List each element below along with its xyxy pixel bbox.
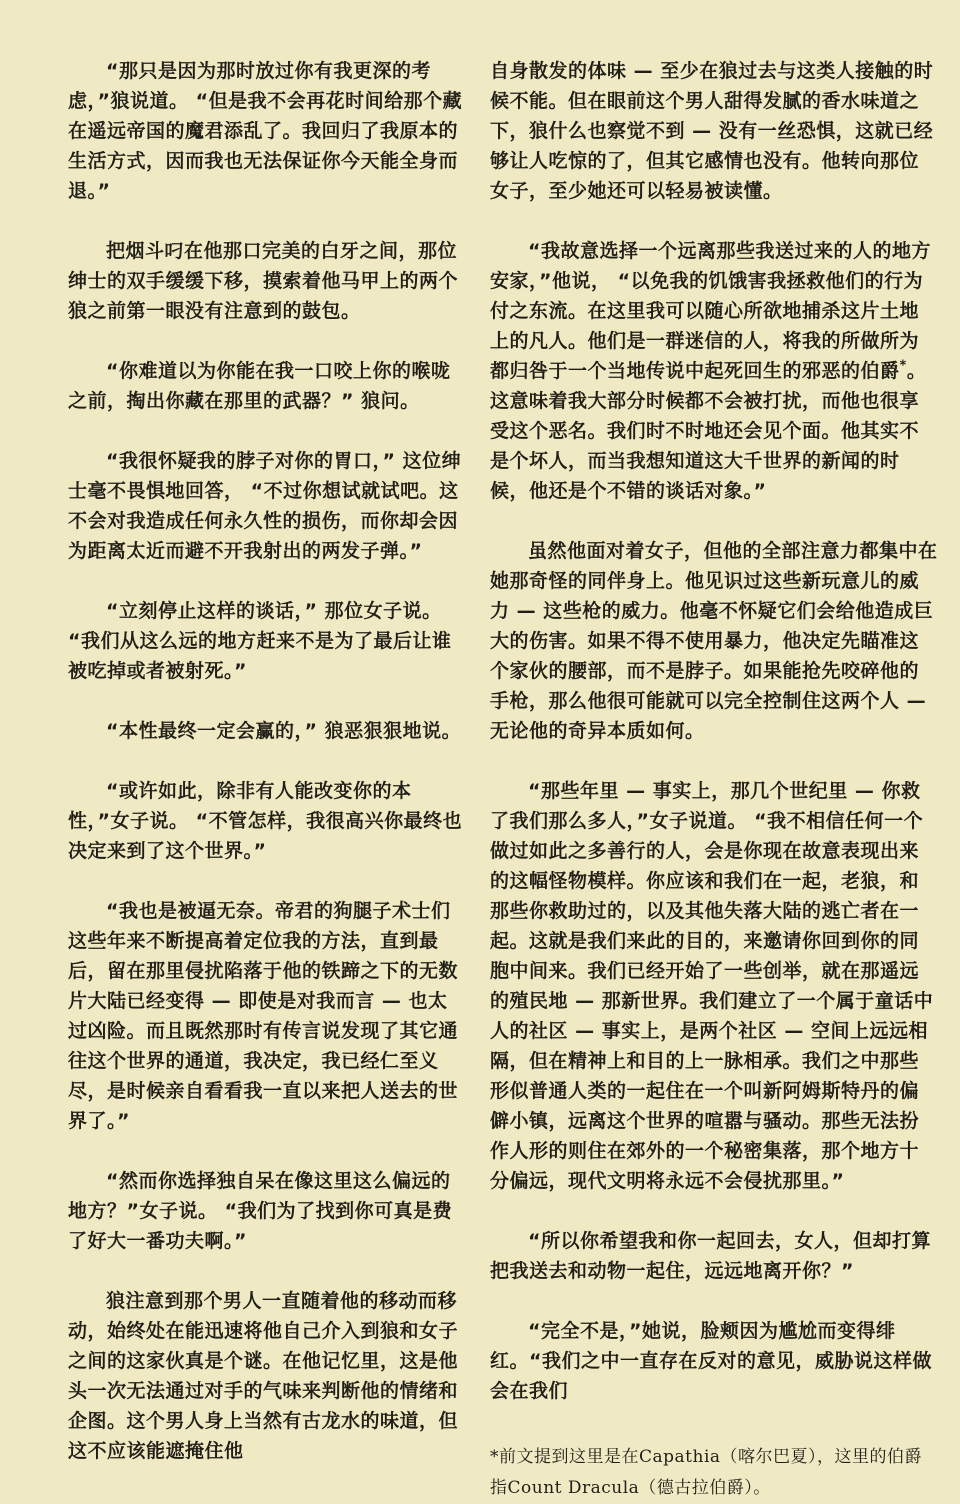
text-column-right xyxy=(490,56,938,1504)
paragraph: “或许如此，除非有人能改变你的本性，”女子说。 “不管怎样，我很高兴你最终也决定来到了这个世界。” xyxy=(68,780,463,862)
paragraph: 狼注意到那个男人一直随着他的移动而移动，始终处在能迅速将他自己介入到狼和女子之间的这家伙真是个谜。在他记忆里，这是他头一次无法通过对手的气味来判断他的情绪和企图。这个男人身上当然有古龙水的味道，但这不应该能遮掩住他 xyxy=(68,1290,459,1462)
paragraph: “我很怀疑我的脖子对你的胃口，” 这位绅士毫不畏惧地回答， “不过你想试就试吧。这不会对我造成任何永久性的损伤，而你却会因为距离太近而避不开我射出的两发子弹。” xyxy=(68,450,462,562)
paragraph: 虽然他面对着女子，但他的全部注意力都集中在她那奇怪的同伴身上。他见识过这些新玩意儿的威力 — 这些枪的威力。他毫不怀疑它们会给他造成巨大的伤害。如果不得不使用暴力，他决定先瞄准这个家伙的腰部，而不是脖子。如果能抢先咬碎他的手枪，那么他很可能就可以完全控制住这两个人 — 无论他的奇异本质如何。 xyxy=(490,540,938,742)
paragraph: “本性最终一定会赢的，” 狼恶狠狠地说。 xyxy=(106,720,462,742)
paragraph: “完全不是，”她说，脸颊因为尴尬而变得绯红。“我们之中一直存在反对的意见，威胁说这样做会在我们 xyxy=(490,1320,932,1402)
paragraph: “立刻停止这样的谈话，” 那位女子说。 “我们从这么远的地方赶来不是为了最后让谁被吃掉或者被射死。” xyxy=(68,600,452,682)
paragraph-continuation: 自身散发的体味 — 至少在狼过去与这类人接触的时候不能。但在眼前这个男人甜得发腻的香水味道之下，狼什么也察觉不到 — 没有一丝恐惧，这就已经够让人吃惊的了，但其它感情也没有。他转向那位女子，至少她还可以轻易被读懂。 xyxy=(490,60,934,202)
paragraph: “我也是被逼无奈。帝君的狗腿子术士们这些年来不断提高着定位我的方法，直到最后，留在那里侵扰陷落于他的铁蹄之下的无数片大陆已经变得 — 即使是对我而言 — 也太过凶险。而且既然那时有传言说发现了其它通往这个世界的通道，我决定，我已经仁至义尽，是时候亲自看看我一直以来把人送去的世界了。” xyxy=(68,900,459,1132)
paragraph: “那些年里 — 事实上，那几个世纪里 — 你救了我们那么多人，”女子说道。 “我不相信任何一个做过如此之多善行的人，会是你现在故意表现出来的这幅怪物模样。你应该和我们在一起，老狼，和那些你救助过的，以及其他失落大陆的逃亡者在一起。这就是我们来此的目的，来邀请你回到你的同胞中间来。我们已经开始了一些创举，就在那遥远的殖民地 — 那新世界。我们建立了一个属于童话中人的社区 — 事实上，是两个社区 — 空间上远远相隔，但在精神上和目的上一脉相承。我们之中那些形似普通人类的一起住在一个叫新阿姆斯特丹的偏僻小镇，远离这个世界的喧嚣与骚动。那些无法扮作人形的则住在郊外的一个秘密集落，那个地方十分偏远，现代文明将永远不会侵扰那里。” xyxy=(490,780,934,1192)
paragraph: “所以你希望我和你一起回去，女人，但却打算把我送去和动物一起住，远远地离开你？” xyxy=(490,1230,931,1282)
paragraph: 把烟斗叼在他那口完美的白牙之间，那位绅士的双手缓缓下移，摸索着他马甲上的两个狼之前第一眼没有注意到的鼓包。 xyxy=(68,240,459,322)
paragraph: “那只是因为那时放过你有我更深的考虑，”狼说道。 “但是我不会再花时间给那个藏在遥远帝国的魔君添乱了。我回归了我原本的生活方式，因而我也无法保证你今天能全身而退。” xyxy=(68,60,463,202)
footnote-marker: * xyxy=(899,358,907,374)
text-column-left xyxy=(68,56,466,1504)
paragraph-text-before-marker: “我故意选择一个远离那些我送过来的人的地方安家，”他说， “以免我的饥饿害我拯救他们的行为付之东流。在这里我可以随心所欲地捕杀这片土地上的凡人。他们是一群迷信的人，将我的所做所为都归咎于一个当地传说中起死回生的邪恶的伯爵 xyxy=(490,240,931,382)
footnote: *前文提到这里是在Capathia（喀尔巴夏），这里的伯爵指Count Dracula（德古拉伯爵）。 xyxy=(490,1447,923,1498)
paragraph-text-after-marker: 。这意味着我大部分时候都不会被打扰，而他也很享受这个恶名。我们时不时地还会见个面。他其实不是个坏人，而当我想知道这大千世界的新闻的时候，他还是个不错的谈话对象。” xyxy=(490,360,927,502)
paragraph: “然而你选择独自呆在像这里这么偏远的地方？”女子说。 “我们为了找到你可真是费了好大一番功夫啊。” xyxy=(68,1170,453,1252)
paragraph: “你难道以为你能在我一口咬上你的喉咙之前，掏出你藏在那里的武器？” 狼问。 xyxy=(68,360,451,412)
paragraph xyxy=(490,236,938,506)
